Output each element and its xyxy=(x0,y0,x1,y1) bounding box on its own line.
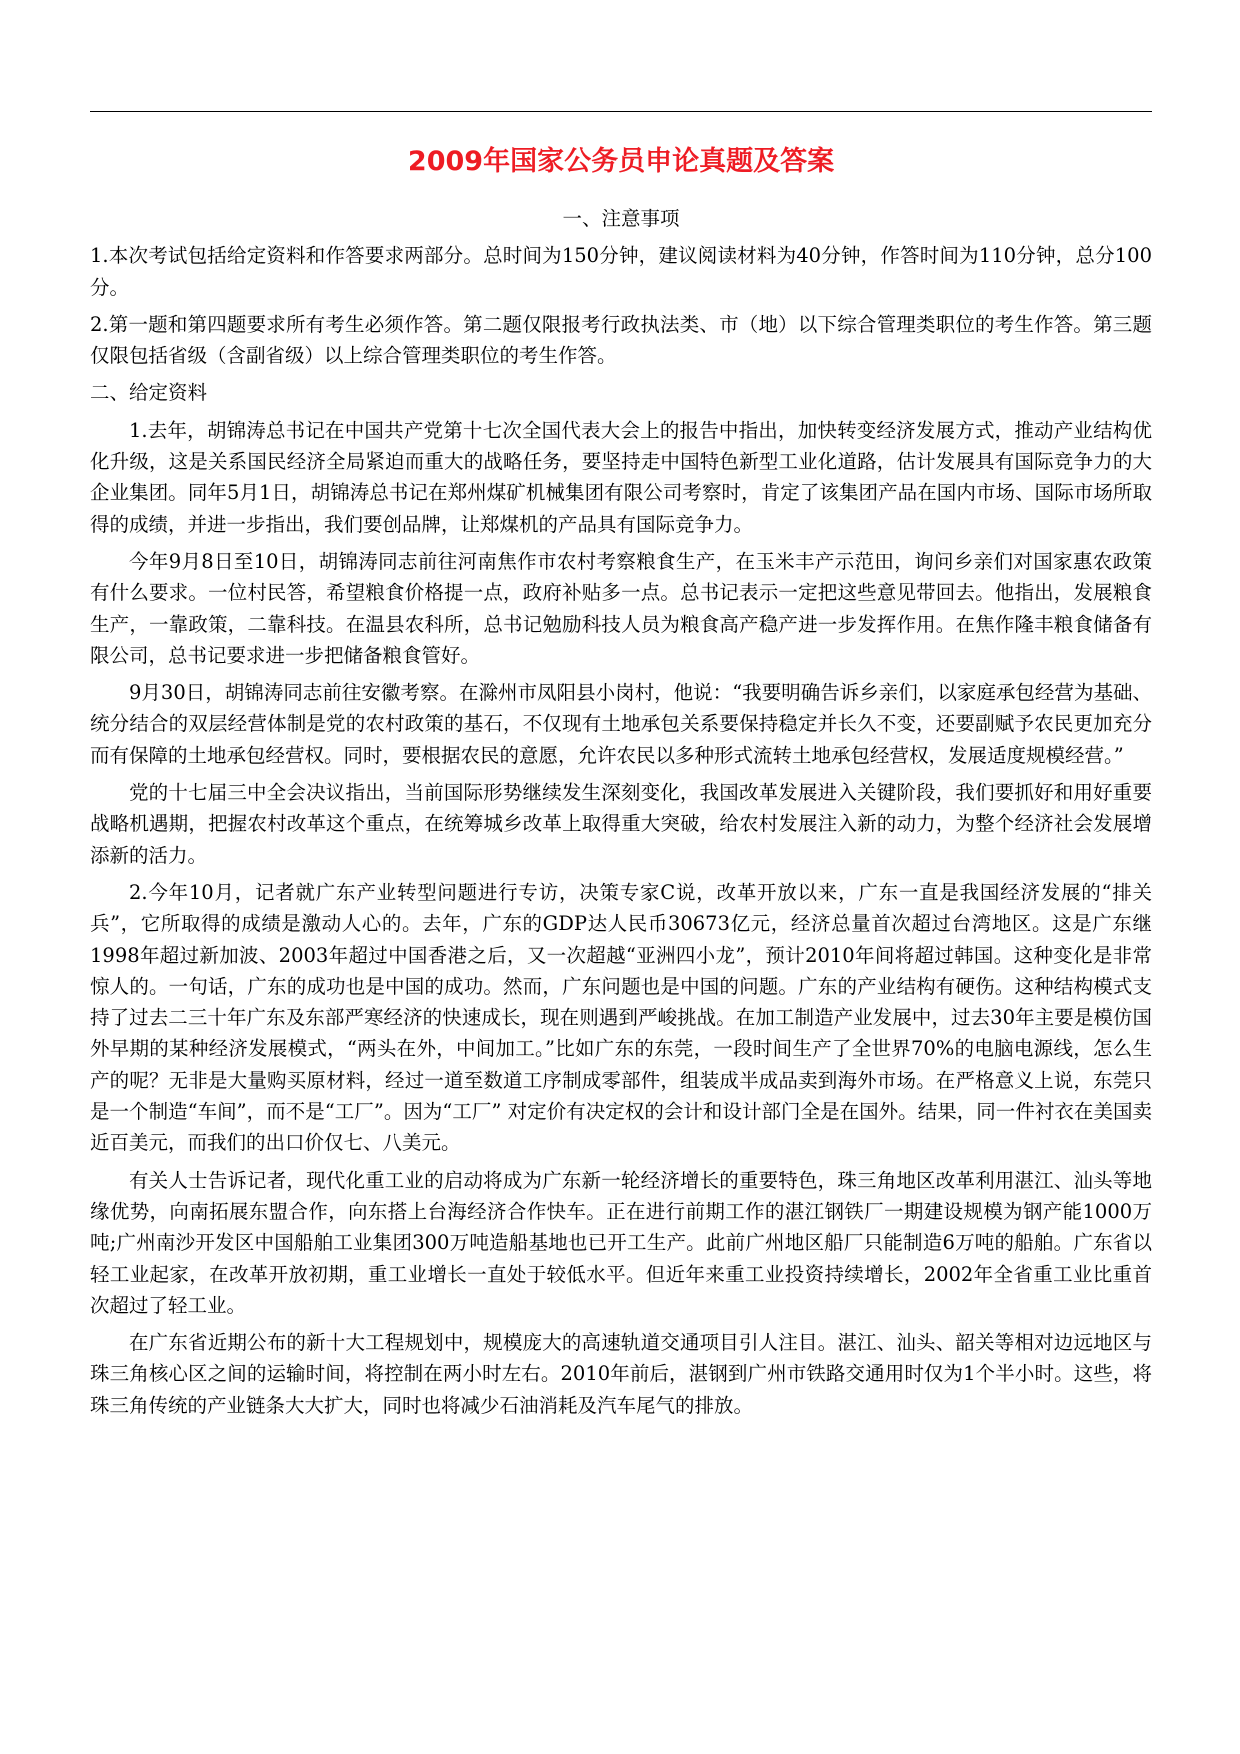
section-heading-notes: 一、注意事项 xyxy=(562,207,680,230)
note-item-1: 1.本次考试包括给定资料和作答要求两部分。总时间为150分钟，建议阅读材料为40分钟，作答时间为110分钟，总分100分。 xyxy=(90,244,1152,299)
material-paragraph-2: 今年9月8日至10日，胡锦涛同志前往河南焦作市农村考察粮食生产，在玉米丰产示范田，询问乡亲们对国家惠农政策有什么要求。一位村民答，希望粮食价格提一点，政府补贴多一点。总书记表示一定把这些意见带回去。他指出，发展粮食生产，一靠政策，二靠科技。在温县农科所，总书记勉励科技人员为粮食高产稳产进一步发挥作用。在焦作隆丰粮食储备有限公司，总书记要求进一步把储备粮食管好。 xyxy=(90,549,1152,667)
material-paragraph-7: 在广东省近期公布的新十大工程规划中，规模庞大的高速轨道交通项目引人注目。湛江、汕头、韶关等相对边远地区与珠三角核心区之间的运输时间，将控制在两小时左右。2010年前后，湛钢到广州市铁路交通用时仅为1个半小时。这些，将珠三角传统的产业链条大大扩大，同时也将减少石油消耗及汽车尾气的排放。 xyxy=(90,1331,1152,1417)
header-rule xyxy=(90,111,1152,112)
document-title: 2009年国家公务员申论真题及答案 xyxy=(407,146,835,177)
material-paragraph-6: 有关人士告诉记者，现代化重工业的启动将成为广东新一轮经济增长的重要特色，珠三角地区改革利用湛江、汕头等地缘优势，向南拓展东盟合作，向东搭上台海经济合作快车。正在进行前期工作的湛江钢铁厂一期建设规模为钢产能1000万吨;广州南沙开发区中国船舶工业集团300万吨造船基地也已开工生产。此前广州地区船厂只能制造6万吨的船舶。广东省以轻工业起家，在改革开放初期，重工业增长一直处于较低水平。但近年来重工业投资持续增长，2002年全省重工业比重首次超过了轻工业。 xyxy=(90,1168,1152,1317)
document-body xyxy=(90,203,1152,1427)
section-heading-materials: 二、给定资料 xyxy=(90,381,208,405)
material-paragraph-5: 2.今年10月，记者就广东产业转型问题进行专访，决策专家C说，改革开放以来，广东一直是我国经济发展的“排关兵”，它所取得的成绩是激动人心的。去年，广东的GDP达人民币30673亿元，经济总量首次超过台湾地区。这是广东继1998年超过新加波、2003年超过中国香港之后，又一次超越“亚洲四小龙”，预计2010年间将超过韩国。这种变化是非常惊人的。一句话，广东的成功也是中国的成功。然而，广东问题也是中国的问题。广东的产业结构有硬伤。这种结构模式支持了过去二三十年广东及东部严寒经济的快速成长，现在则遇到严峻挑战。在加工制造产业发展中，过去30年主要是模仿国外早期的某种经济发展模式，“两头在外，中间加工。”比如广东的东莞，一段时间生产了全世界70%的电脑电源线，怎么生产的呢？无非是大量购买原材料，经过一道至数道工序制成零部件，组装成半成品卖到海外市场。在严格意义上说，东莞只是一个制造“车间”，而不是“工厂”。因为“工厂” 对定价有决定权的会计和设计部门全是在国外。结果，同一件衬衣在美国卖近百美元，而我们的出口价仅七、八美元。 xyxy=(90,880,1152,1155)
material-paragraph-4: 党的十七届三中全会决议指出，当前国际形势继续发生深刻变化，我国改革发展进入关键阶段，我们要抓好和用好重要战略机遇期，把握农村改革这个重点，在统筹城乡改革上取得重大突破，给农村发展注入新的动力，为整个经济社会发展增添新的活力。 xyxy=(90,781,1152,867)
material-paragraph-1: 1.去年，胡锦涛总书记在中国共产党第十七次全国代表大会上的报告中指出，加快转变经济发展方式，推动产业结构优化升级，这是关系国民经济全局紧迫而重大的战略任务，要坚持走中国特色新型工业化道路，估计发展具有国际竞争力的大企业集团。同年5月1日，胡锦涛总书记在郑州煤矿机械集团有限公司考察时，肯定了该集团产品在国内市场、国际市场所取得的成绩，并进一步指出，我们要创品牌，让郑煤机的产品具有国际竞争力。 xyxy=(90,418,1152,536)
note-item-2: 2.第一题和第四题要求所有考生必须作答。第二题仅限报考行政执法类、市（地）以下综合管理类职位的考生作答。第三题仅限包括省级（含副省级）以上综合管理类职位的考生作答。 xyxy=(90,312,1152,368)
material-paragraph-3: 9月30日，胡锦涛同志前往安徽考察。在滁州市凤阳县小岗村，他说：“我要明确告诉乡亲们，以家庭承包经营为基础、统分结合的双层经营体制是党的农村政策的基石，不仅现有土地承包关系要保持稳定并长久不变，还要副赋予农民更加充分而有保障的土地承包经营权。同时，要根据农民的意愿，允许农民以多种形式流转土地承包经营权，发展适度规模经营。” xyxy=(90,681,1152,767)
